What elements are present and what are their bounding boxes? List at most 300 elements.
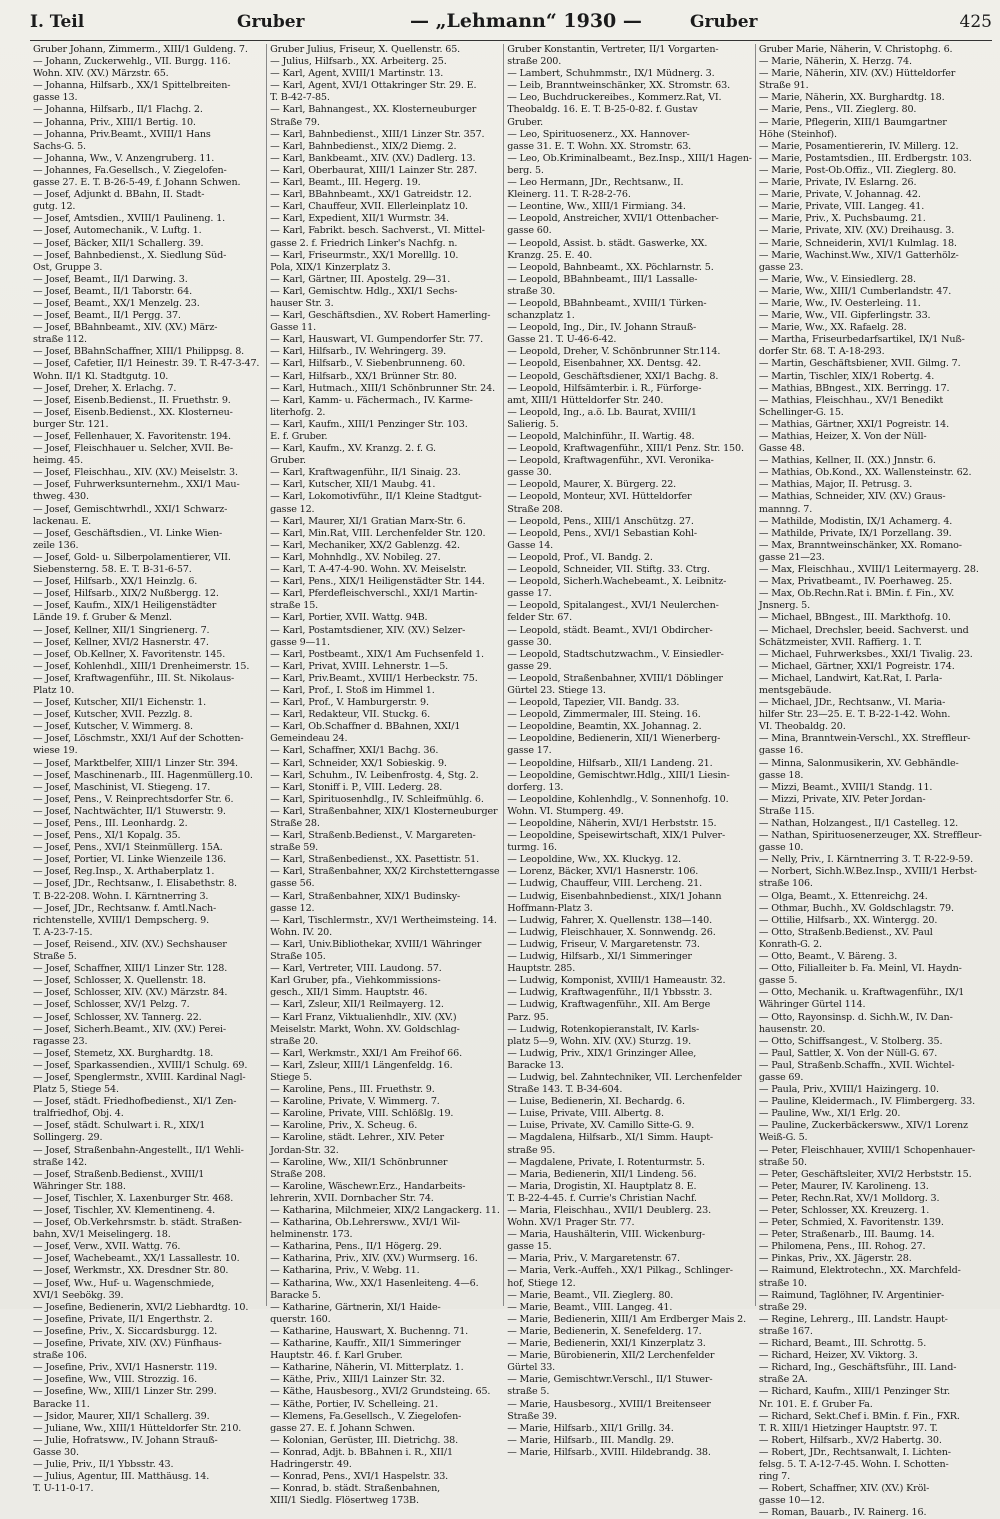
directory-entry: — Josef, Dreher, X. Erlachg. 7.: [33, 382, 177, 394]
directory-entry: Jnsnerg. 5.: [758, 600, 811, 612]
directory-entry: — Nathan, Spirituosenerzeuger, XX. Streffleur-: [758, 830, 982, 842]
column-3: [504, 44, 756, 1458]
directory-entry: — Josef, Geschäftsdien., VI. Linke Wien-: [33, 527, 223, 539]
directory-entry: hauser Str. 3.: [270, 297, 334, 309]
directory-entry: — Ludwig, Fleischhauer, X. Sonnwendg. 26.: [507, 926, 716, 938]
directory-entry: — Karoline, Priv., X. Scheug. 6.: [270, 1120, 418, 1132]
directory-entry: Ost, Gruppe 3.: [33, 261, 103, 273]
directory-entry: — Karl, Chauffeur, XVII. Ellerleinplatz 10.: [270, 201, 468, 213]
directory-entry: — Robert, JDr., Rechtsanwalt, I. Lichten-: [758, 1446, 951, 1458]
directory-entry: Gasse 48.: [758, 443, 805, 455]
page-header: [30, 8, 992, 38]
directory-entry: — Josef, Schlosser, XV. Tannerg. 22.: [33, 1011, 202, 1023]
directory-entry: straße 200.: [507, 56, 562, 68]
directory-entry: — Marie, Bedienerin, XXI/1 Kinzerplatz 3.: [507, 1338, 706, 1350]
directory-entry: XVI/1 Seebökg. 39.: [33, 1289, 124, 1301]
directory-entry: Gruber Julius, Friseur, X. Quellenstr. 65.: [270, 44, 461, 55]
directory-entry: heimg. 45.: [33, 455, 84, 467]
directory-entry: — Max, Fleischhau., XVIII/1 Leitermayerg. 28.: [758, 564, 979, 576]
directory-entry: — Paul, Sattler, X. Von der Nüll-G. 67.: [758, 1047, 938, 1059]
directory-entry: gasse 29.: [507, 660, 552, 672]
directory-entry: — Marie, Ww., XIII/1 Cumberlandstr. 47.: [758, 285, 952, 297]
directory-entry: — Leopold, Maurer, X. Bürgerg. 22.: [507, 479, 677, 491]
directory-entry: — Katharina, Priv., V. Webg. 11.: [270, 1265, 420, 1277]
directory-entry: turmg. 16.: [507, 842, 557, 854]
entry-columns: [30, 44, 992, 1519]
directory-entry: — Käthe, Portier, IV. Schelleing. 21.: [270, 1398, 439, 1410]
directory-entry: — Kolonian, Gerüster, III. Dietrichg. 38.: [270, 1434, 459, 1446]
directory-entry: — Josef, Schlosser, XIV. (XV.) Märzstr. 84.: [33, 987, 228, 999]
directory-entry: — Robert, Schaffner, XIV. (XV.) Kröl-: [758, 1483, 930, 1495]
directory-entry: — Maria, Drogistin, XI. Hauptplatz 8. E.: [507, 1180, 697, 1192]
directory-entry: straße 106.: [758, 878, 813, 890]
directory-entry: — Josef, Ob.Kellner, X. Favoritenstr. 145.: [33, 648, 226, 660]
directory-entry: — Marie, Beamt., VII. Zieglerg. 80.: [507, 1289, 674, 1301]
directory-entry: Platz 5, Stiege 54.: [33, 1084, 119, 1096]
directory-entry: — Karl, Friseurmstr., XX/1 Morelllg. 10.: [270, 249, 459, 261]
directory-entry: — Karl, Prof., V. Hamburgerstr. 9.: [270, 697, 429, 709]
directory-entry: Sollingerg. 29.: [33, 1132, 103, 1144]
directory-entry: — Katharine, Gärtnerin, XI/1 Haide-: [270, 1301, 441, 1313]
directory-entry: zeile 136.: [33, 539, 79, 551]
directory-entry: Salierig. 5.: [507, 418, 559, 430]
directory-entry: richtenstelle, XVIII/1 Dempscherg. 9.: [33, 914, 209, 926]
directory-entry: Jordan-Str. 32.: [270, 1144, 339, 1156]
directory-entry: — Karl, Straßenbahner, XIX/1 Budinsky-: [270, 890, 461, 902]
directory-entry: — Josef, Portier, VI. Linke Wienzeile 136.: [33, 854, 227, 866]
directory-entry: helminenstr. 173.: [270, 1229, 353, 1241]
directory-entry: — Karl, Kraftwagenführ., II/1 Sinaig. 23.: [270, 467, 461, 479]
directory-entry: — Josef, Kutscher, V. Wimmerg. 8.: [33, 721, 193, 733]
directory-entry: — Karl, Kaufm., XIII/1 Penzinger Str. 103.: [270, 418, 468, 430]
directory-entry: — Olga, Beamt., X. Ettenreichg. 24.: [758, 890, 928, 902]
directory-entry: Siebensterng. 58. E. T. B-31-6-57.: [33, 564, 192, 576]
directory-entry: — Karl, Straßenbedienst., XX. Pasettistr. 51.: [270, 854, 480, 866]
directory-entry: — Katharine, Kauffr., XII/1 Simmeringer: [270, 1338, 461, 1350]
directory-entry: — Marie, Private, VIII. Langeg. 41.: [758, 201, 925, 213]
directory-entry: — Josef, Spenglermstr., XVIII. Kardinal Nagl-: [33, 1071, 246, 1083]
directory-entry: — Karl, Kutscher, XII/1 Maubg. 41.: [270, 479, 436, 491]
directory-entry: — Leopold, Dreher, V. Schönbrunner Str.114.: [507, 346, 721, 358]
directory-entry: Hoffmann-Platz 3.: [507, 902, 593, 914]
directory-entry: — Luise, Private, XV. Camillo Sitte-G. 9.: [507, 1120, 695, 1132]
header-rule: [30, 40, 992, 41]
directory-entry: — Peter, Fleischhauer, XVIII/1 Schopenhauer-: [758, 1144, 976, 1156]
directory-entry: — Richard, Heizer, XV. Viktorg. 3.: [758, 1350, 918, 1362]
directory-entry: straße 10.: [758, 1277, 807, 1289]
directory-entry: — Max, Privatbeamt., IV. Poerhaweg. 25.: [758, 576, 952, 588]
directory-entry: — Marie, Hilfsarb., III. Mandlg. 29.: [507, 1434, 674, 1446]
directory-entry: — Josefine, Priv., XVI/1 Hasnerstr. 119.: [33, 1362, 218, 1374]
directory-entry: gasse 12.: [270, 503, 315, 515]
directory-entry: — Michael, JDr., Rechtsanw., VI. Maria-: [758, 697, 946, 709]
directory-entry: gasse 12.: [270, 902, 315, 914]
directory-entry: — Karl, Hilfsarb., IV. Wehringerg. 39.: [270, 346, 447, 358]
directory-entry: — Josef, Bahnbedienst., X. Siedlung Süd-: [33, 249, 227, 261]
column-4: [756, 44, 992, 1519]
directory-entry: — Marie, Ww., IV. Oesterleing. 11.: [758, 297, 921, 309]
directory-entry: wiese 19.: [33, 745, 78, 757]
directory-entry: — Peter, Straßenarb., III. Baumg. 14.: [758, 1229, 935, 1241]
directory-entry: — Juliane, Ww., XIII/1 Hütteldorfer Str. 210.: [33, 1422, 242, 1434]
directory-entry: — Katharina, Ww., XX/1 Hasenleiteng. 4—6.: [270, 1277, 479, 1289]
directory-entry: — Josef, Fellenhauer, X. Favoritenstr. 194.: [33, 431, 231, 442]
directory-entry: — Karl, Kamm- u. Fächermach., IV. Karme-: [270, 394, 473, 406]
directory-entry: — Karl, Ob.Schaffner d. BBahnen, XXI/1: [270, 721, 461, 733]
directory-entry: — Leopold, Straßenbahner, XVIII/1 Döblinger: [507, 672, 723, 684]
directory-entry: — Marie, Bedienerin, X. Senefelderg. 17.: [507, 1325, 702, 1337]
directory-entry: — Martin, Tischler, XIX/1 Robertg. 4.: [758, 370, 935, 382]
directory-entry: Straße 115.: [758, 805, 815, 817]
directory-entry: — Karl, Bahnbedienst., XIII/1 Linzer Str. 357.: [270, 128, 485, 140]
directory-entry: — Josefine, Ww., XIII/1 Linzer Str. 299.: [33, 1386, 217, 1398]
directory-entry: Gasse 14.: [507, 539, 554, 551]
directory-entry: Konrath-G. 2.: [758, 938, 822, 950]
directory-entry: Gruber Marie, Näherin, V. Christophg. 6.: [758, 44, 953, 55]
directory-entry: — Karl, Priv.Beamt., XVIII/1 Herbeckstr. 75.: [270, 672, 478, 684]
directory-entry: — Karl, Zsleur, XII/1 Reilmayerg. 12.: [270, 999, 444, 1011]
directory-entry: — Leopold, Spitalangest., XVI/1 Neulerchen-: [507, 600, 719, 612]
directory-entry: — Josef, Adjunkt d. BBahn, II. Stadt-: [33, 189, 205, 201]
directory-entry: — Josef, Nachtwächter, II/1 Stuwerstr. 9.: [33, 805, 226, 817]
directory-entry: — Käthe, Hausbesorg., XVI/2 Grundsteing. 65.: [270, 1386, 491, 1398]
directory-entry: — Josef, Kraftwagenführ., III. St. Nikolaus-: [33, 672, 235, 684]
directory-entry: — Marie, Ww., VII. Gipferlingstr. 33.: [758, 310, 931, 322]
directory-entry: ring 7.: [758, 1471, 791, 1483]
directory-entry: Baracke 13.: [507, 1059, 564, 1071]
directory-entry: — Leopold, Hilfsämterbir. i. R., Fürforge-: [507, 382, 702, 394]
directory-entry: — Leopold, Kraftwagenführ., XVI. Veronika-: [507, 455, 714, 467]
directory-entry: — Josef, Reisend., XIV. (XV.) Sechshauser: [33, 938, 227, 950]
directory-entry: — Otto, Schiffsangest., V. Stolberg. 35.: [758, 1035, 943, 1047]
directory-entry: — Josef, Wachebeamt., XX/1 Lassallestr. 10.: [33, 1253, 240, 1265]
directory-entry: Theobaldg. 16. E. T. B-25-0-82. f. Gustav: [507, 104, 698, 116]
directory-entry: — Marie, Posamentiererin, IV. Millerg. 12.: [758, 140, 959, 152]
directory-entry: — Mina, Branntwein-Verschl., XX. Streffleur-: [758, 733, 971, 745]
directory-entry: — Mathias, Heizer, X. Von der Nüll-: [758, 431, 927, 442]
directory-entry: — Karoline, Private, V. Wimmerg. 7.: [270, 1096, 440, 1108]
directory-entry: — Josef, Kutscher, XII/1 Eichenstr. 1.: [33, 697, 207, 709]
directory-entry: — Karl, Schaffner, XXI/1 Bachg. 36.: [270, 745, 439, 757]
directory-entry: Gruber.: [507, 116, 543, 128]
directory-entry: — Paula, Priv., XVIII/1 Haizingerg. 10.: [758, 1084, 939, 1096]
directory-entry: tralfriedhof, Obj. 4.: [33, 1108, 124, 1120]
directory-entry: — Josef, JDr., Rechtsanw., I. Elisabethstr. 8.: [33, 878, 237, 890]
directory-entry: straße 167.: [758, 1325, 813, 1337]
directory-entry: — Marie, Hausbesorg., XVIII/1 Breitenseer: [507, 1398, 711, 1410]
directory-entry: — Josef, Verw., XVII. Wattg. 76.: [33, 1241, 181, 1253]
directory-entry: — Julius, Agentur, III. Matthäusg. 14.: [33, 1471, 210, 1483]
directory-entry: — Michael, Fuhrwerksbes., XXI/1 Tivalig. 23.: [758, 648, 973, 660]
directory-entry: — Josefine, Private, II/1 Engerthstr. 2.: [33, 1313, 213, 1325]
directory-entry: Meiselstr. Markt, Wohn. XV. Goldschlag-: [270, 1023, 460, 1035]
directory-entry: Kleinerg. 11. T. R-28-2-76.: [507, 189, 631, 201]
directory-entry: — Karl, Pferdefleischverschl., XXI/1 Martin-: [270, 588, 478, 600]
directory-entry: Straße 28.: [270, 818, 320, 829]
directory-entry: — Mathias, Fleischhau., XV/1 Benedikt: [758, 394, 944, 406]
directory-entry: — Leo Hermann, JDr., Rechtsanw., II.: [507, 177, 684, 189]
directory-entry: — Josef, Beamt., XX/1 Menzelg. 23.: [33, 297, 200, 309]
directory-entry: — Marie, Private, IV. Eslarng. 26.: [758, 177, 917, 189]
directory-entry: gasse 17.: [507, 745, 552, 757]
directory-entry: — Karl, Bahnbedienst., XIX/2 Diemg. 2.: [270, 140, 457, 152]
directory-entry: — Karl, T. A-47-4-90. Wohn. XV. Meiselstr.: [270, 564, 467, 576]
directory-entry: T. B-22-4-45. f. Currie's Christian Nachf.: [507, 1192, 697, 1204]
directory-entry: straße 15.: [270, 600, 319, 612]
directory-entry: — Mathias, Schneider, XIV. (XV.) Graus-: [758, 491, 946, 503]
directory-entry: platz 5—9, Wohn. XIV. (XV.) Sturzg. 19.: [507, 1035, 691, 1047]
directory-entry: — Leopold, Ing., a.ö. Lb. Baurat, XVIII/1: [507, 406, 697, 418]
directory-entry: — Karl, Agent, XVI/1 Ottakringer Str. 29. E.: [270, 80, 477, 92]
directory-entry: T. B-22-208. Wohn. I. Kärntnerring 3.: [33, 890, 209, 902]
directory-entry: — Marie, Hilfsarb., XII/1 Grillg. 34.: [507, 1422, 674, 1434]
directory-entry: — Minna, Salonmusikerin, XV. Gebhändle-: [758, 757, 959, 769]
directory-entry: Baracke 5.: [270, 1289, 321, 1301]
directory-entry: — Leopoldine, Gemischtwr.Hdlg., XIII/1 Liesin-: [507, 769, 730, 781]
directory-entry: — Karl, Maurer, XI/1 Gratian Marx-Str. 6.: [270, 515, 466, 527]
directory-entry: — Josef, Straßenb.Bedienst., XVIII/1: [33, 1168, 205, 1180]
directory-entry: Wohn. IV. 20.: [270, 926, 332, 938]
directory-entry: gasse 23.: [758, 261, 804, 273]
directory-entry: — Josef, Stemetz, XX. Burghardtg. 18.: [33, 1047, 214, 1059]
directory-entry: straße 30.: [507, 285, 556, 297]
directory-entry: — Karl, Univ.Bibliothekar, XVIII/1 Währinger: [270, 938, 482, 950]
directory-entry: — Pauline, Zuckerbäckersww., XIV/1 Lorenz: [758, 1120, 968, 1132]
directory-entry: — Peter, Maurer, IV. Karolineng. 13.: [758, 1180, 929, 1192]
directory-entry: — Josef, Werkmstr., XX. Dresdner Str. 80.: [33, 1265, 229, 1277]
directory-entry: Straße 79.: [270, 116, 320, 128]
directory-entry: — Josef, Maschinenarb., III. Hagenmüllerg.10.: [33, 769, 253, 781]
directory-entry: — Ludwig, Rotenkopieranstalt, IV. Karls-: [507, 1023, 700, 1035]
directory-entry: — Max, Ob.Rechn.Rat i. BMin. f. Fin., XV.: [758, 588, 955, 600]
directory-entry: — Karl, Schneider, XX/1 Sobieskig. 9.: [270, 757, 447, 769]
directory-entry: — Karl, Privat, XVIII. Lehnerstr. 1—5.: [270, 660, 449, 672]
directory-entry: — Karl, Vertreter, VIII. Laudong. 57.: [270, 963, 442, 975]
directory-entry: — Karoline, Wäschewr.Erz., Handarbeits-: [270, 1180, 466, 1192]
directory-entry: — Josef, städt. Schulwart i. R., XIX/1: [33, 1120, 206, 1132]
directory-entry: bahn, XV/1 Meiselingerg. 18.: [33, 1229, 171, 1241]
directory-entry: T. A-23-7-15.: [33, 926, 93, 938]
directory-entry: Gruber Johann, Zimmerm., XIII/1 Guldeng. 7.: [33, 44, 248, 55]
directory-entry: — Josef, Bäcker, XII/1 Schallerg. 39.: [33, 237, 204, 249]
directory-entry: Wohn. VI. Stumperg. 49.: [507, 805, 624, 817]
directory-entry: Stiege 5.: [270, 1071, 312, 1083]
directory-entry: — Maria, Priv., V. Margaretenstr. 67.: [507, 1253, 680, 1265]
directory-entry: Gemeindeau 24.: [270, 733, 348, 745]
directory-entry: — Karl, Pens., XIX/1 Heiligenstädter Str. 144.: [270, 576, 485, 588]
directory-entry: — Karl, Beamt., III. Hegerg. 19.: [270, 177, 421, 189]
part-label: I. Teil: [30, 12, 85, 32]
directory-entry: — Josef, Pens., XI/1 Kopalg. 35.: [33, 830, 181, 842]
directory-entry: — Luise, Bedienerin, XI. Bechardg. 6.: [507, 1096, 685, 1108]
directory-entry: gesch., XII/1 Simm. Hauptstr. 46.: [270, 987, 428, 999]
directory-entry: straße 50.: [758, 1156, 807, 1168]
directory-entry: — Martin, Geschäftsbiener, XVII. Gilmg. 7.: [758, 358, 961, 370]
directory-entry: — Josef, Eisenb.Bedienst., II. Fruethstr. 9.: [33, 394, 231, 406]
directory-entry: — Karl, Expedient, XII/1 Wurmstr. 34.: [270, 213, 449, 225]
directory-entry: — Karl, Hauswart, VI. Gumpendorfer Str. 77.: [270, 334, 484, 346]
directory-entry: — Lorenz, Bäcker, XVI/1 Hasnerstr. 106.: [507, 866, 699, 878]
directory-entry: — Leopoldine, Kohlenhdlg., V. Sonnenhofg. 10.: [507, 793, 729, 805]
directory-entry: — Leopold, Pens., XVI/1 Sebastian Kohl-: [507, 527, 698, 539]
directory-entry: — Josef, BBahnbeamt., XIV. (XV.) März-: [33, 322, 218, 334]
directory-entry: — Nathan, Holzangest., II/1 Castelleg. 12.: [758, 818, 959, 829]
directory-entry: — Katharina, Priv., XIV. (XV.) Wurmserg. 16.: [270, 1253, 478, 1265]
directory-entry: gasse 21—23.: [758, 551, 825, 563]
directory-entry: — Josef, Kellner, XII/1 Singrienerg. 7.: [33, 624, 210, 636]
directory-entry: — Leopoldine, Beamtin, XX. Johannag. 2.: [507, 721, 702, 733]
directory-entry: — Leo, Spirituosenerz., XX. Hannover-: [507, 128, 690, 140]
directory-entry: VI. Theobaldg. 20.: [758, 721, 846, 733]
directory-entry: — Leopold, Anstreicher, XVII/1 Ottenbacher-: [507, 213, 719, 225]
directory-entry: — Johannes, Fa.Gesellsch., V. Ziegelofen-: [33, 164, 227, 176]
directory-entry: — Josef, städt. Friedhofbedienst., XI/1 Zen-: [33, 1096, 237, 1108]
directory-entry: — Josef, Beamt., II/1 Darwing. 3.: [33, 273, 188, 285]
directory-entry: — Mathias, Kellner, II. (XX.) Jnnstr. 6.: [758, 455, 936, 467]
directory-entry: — Maria, Haushälterin, VIII. Wickenburg-: [507, 1229, 705, 1241]
directory-entry: gasse 30.: [507, 636, 552, 648]
directory-entry: — Katharine, Hauswart, X. Buchenng. 71.: [270, 1325, 469, 1337]
directory-entry: — Leopoldine, Bedienerin, XII/1 Wienerberg-: [507, 733, 721, 745]
directory-entry: Nr. 101. E. f. Gruber Fa.: [758, 1398, 873, 1410]
directory-entry: gasse 13.: [33, 92, 78, 104]
directory-entry: — Karl, Min.Rat, VIII. Lerchenfelder Str. 120.: [270, 527, 486, 539]
directory-entry: — Josefine, Bedienerin, XVI/2 Liebhardtg. 10.: [33, 1301, 249, 1313]
directory-entry: — Leopold, Sicherh.Wachebeamt., X. Leibnitz-: [507, 576, 727, 588]
directory-entry: dorfer Str. 68. T. A-18-293.: [758, 346, 885, 358]
directory-entry: — Richard, Beamt., III. Schrottg. 5.: [758, 1338, 927, 1350]
directory-entry: — Marie, Bedienerin, XIII/1 Am Erdberger Mais 2.: [507, 1313, 747, 1325]
directory-entry: gasse 27. E. f. Johann Schwen.: [270, 1422, 415, 1434]
directory-entry: Pola, XIX/1 Kinzerplatz 3.: [270, 261, 391, 273]
directory-entry: — Josef, Cafetier, II/1 Heinestr. 39. T. R-47-3-47.: [33, 358, 260, 370]
directory-entry: — Karl, Zsleur, XIII/1 Längenfeldg. 16.: [270, 1059, 453, 1071]
directory-entry: — Josef, Ob.Verkehrsmstr. b. städt. Straßen-: [33, 1217, 242, 1229]
directory-entry: — Leo, Buchdruckereibes., Kommerz.Rat, VI.: [507, 92, 722, 104]
directory-entry: — Karl, Agent, XVIII/1 Martinstr. 13.: [270, 68, 444, 80]
directory-entry: — Josef, Schlosser, XV/1 Pelzg. 7.: [33, 999, 190, 1011]
directory-entry: amt, XIII/1 Hütteldorfer Str. 240.: [507, 394, 664, 406]
directory-entry: Gruber.: [270, 455, 306, 467]
directory-entry: — Leopold, Pens., XIII/1 Anschützg. 27.: [507, 515, 694, 527]
directory-entry: — Leopoldine, Ww., XX. Kluckyg. 12.: [507, 854, 681, 866]
directory-entry: — Marie, Gemischtwr.Verschl., II/1 Stuwer-: [507, 1374, 713, 1386]
directory-entry: — Leopold, Geschäftsdiener, XXI/1 Bachg. 8.: [507, 370, 719, 382]
directory-entry: gasse 10—12.: [758, 1495, 825, 1507]
directory-entry: — Jsidor, Maurer, XII/1 Schallerg. 39.: [33, 1410, 210, 1422]
directory-entry: Hauptstr. 46. f. Karl Gruber.: [270, 1350, 403, 1362]
directory-entry: — Peter, Geschäftsleiter, XVI/2 Herbststr. 15.: [758, 1168, 972, 1180]
directory-entry: — Ludwig, Friseur, V. Margaretenstr. 73.: [507, 938, 700, 950]
directory-entry: — Otto, Beamt., V. Bäreng. 3.: [758, 951, 898, 963]
directory-entry: — Karl, Fabrikt. besch. Sachverst., VI. Mittel-: [270, 225, 485, 237]
directory-entry: XIII/1 Siedlg. Flösertweg 173B.: [270, 1495, 419, 1507]
directory-entry: Parz. 95.: [507, 1011, 549, 1023]
directory-entry: — Leopold, Monteur, XVI. Hütteldorfer: [507, 491, 692, 503]
directory-entry: Karl Gruber, pfa., Viehkommissions-: [270, 975, 441, 987]
directory-entry: — Johanna, Ww., V. Anzengruberg. 11.: [33, 152, 215, 164]
directory-entry: — Josef, Löschmstr., XXI/1 Auf der Schotten-: [33, 733, 244, 745]
directory-entry: — Karl, Stoniff i. P., VIII. Lederg. 28.: [270, 781, 443, 793]
directory-entry: — Johanna, Hilfsarb., XX/1 Spittelbreiten-: [33, 80, 231, 92]
directory-entry: Gasse 21. T. U-46-6-42.: [507, 334, 617, 346]
directory-entry: — Michael, BBngest., III. Markthofg. 10.: [758, 612, 951, 624]
directory-entry: gasse 18.: [758, 769, 804, 781]
directory-entry: — Peter, Rechn.Rat, XV/1 Molldorg. 3.: [758, 1192, 940, 1204]
directory-entry: — Karl, Redakteur, VII. Stuckg. 6.: [270, 709, 431, 721]
directory-entry: — Josef, Kohlenhdl., XIII/1 Drenheimerstr. 15.: [33, 660, 250, 672]
directory-entry: gasse 2. f. Friedrich Linker's Nachfg. n.: [270, 237, 458, 249]
directory-entry: — Josef, BBahnSchaffner, XIII/1 Philippsg. 8.: [33, 346, 245, 358]
directory-entry: — Josef, Gemischtwrhdl., XXI/1 Schwarz-: [33, 503, 228, 515]
directory-entry: — Josef, Kaufm., XIX/1 Heiligenstädter: [33, 600, 217, 612]
running-head-right: Gruber: [690, 12, 758, 32]
directory-entry: Lände 19. f. Gruber & Menzl.: [33, 612, 172, 624]
directory-entry: — Peter, Schmied, X. Favoritenstr. 139.: [758, 1217, 944, 1229]
directory-entry: Weiß-G. 5.: [758, 1132, 808, 1144]
directory-entry: — Pauline, Ww., XI/1 Erlg. 20.: [758, 1108, 901, 1120]
directory-entry: Schätzmeister, XVII. Raffierg. 1. T.: [758, 636, 922, 648]
directory-entry: gasse 15.: [507, 1241, 552, 1253]
directory-entry: — Karl, Postbeamt., XIX/1 Am Fuchsenfeld 1.: [270, 648, 484, 660]
directory-entry: Kranzg. 25. E. 40.: [507, 249, 593, 261]
directory-entry: straße 142.: [33, 1156, 87, 1168]
directory-entry: thweg. 430.: [33, 491, 89, 503]
directory-entry: — Marie, Ww., XX. Rafaelg. 28.: [758, 322, 907, 334]
directory-entry: — Max, Branntweinschänker, XX. Romano-: [758, 539, 962, 551]
directory-entry: Wohn. II/1 Kl. Stadtgutg. 10.: [33, 370, 169, 382]
directory-entry: — Marie, Post-Ob.Offiz., VII. Zieglerg. 80.: [758, 164, 957, 176]
directory-entry: burger Str. 121.: [33, 418, 109, 430]
directory-entry: — Josef, Kutscher, XVII. Pezzlg. 8.: [33, 709, 193, 721]
directory-entry: — Michael, Drechsler, beeid. Sachverst. und: [758, 624, 969, 636]
directory-entry: — Ludwig, Hilfsarb., XI/1 Simmeringer: [507, 951, 692, 963]
directory-entry: — Leopold, Assist. b. städt. Gaswerke, XX.: [507, 237, 708, 249]
directory-entry: — Marie, Ww., V. Einsiedlerg. 28.: [758, 273, 916, 285]
directory-entry: — Karoline, Pens., III. Fruethstr. 9.: [270, 1084, 435, 1096]
directory-entry: — Ludwig, Kraftwagenführ., II/1 Ybbsstr. 3.: [507, 987, 713, 999]
directory-entry: — Josef, Amtsdien., XVIII/1 Paulineng. 1.: [33, 213, 226, 225]
directory-entry: — Karl, Straßenb.Bedienst., V. Margareten-: [270, 830, 476, 842]
directory-entry: — Josefine, Ww., VIII. Strozzig. 16.: [33, 1374, 197, 1386]
directory-entry: — Leopold, Bahnbeamt., XX. Pöchlarnstr. 5.: [507, 261, 714, 273]
directory-entry: — Roman, Bauarb., IV. Rainerg. 16.: [758, 1507, 927, 1519]
directory-entry: — Josef, Sparkassendien., XVIII/1 Schulg. 69.: [33, 1059, 248, 1071]
directory-entry: — Mathilde, Modistin, IX/1 Achamerg. 4.: [758, 515, 953, 527]
directory-entry: — Leopold, Malchinführ., II. Wartig. 48.: [507, 431, 695, 442]
directory-entry: Baracke 11.: [33, 1398, 90, 1410]
directory-entry: Straße 105.: [270, 951, 326, 963]
directory-entry: — Katharina, Pens., II/1 Högerg. 29.: [270, 1241, 442, 1253]
directory-entry: lackenau. E.: [33, 515, 92, 527]
directory-entry: gasse 10.: [758, 842, 804, 854]
directory-entry: Gruber Konstantin, Vertreter, II/1 Vorgarten-: [507, 44, 719, 55]
directory-entry: — Leopold, BBahnbeamt., XVIII/1 Türken-: [507, 297, 707, 309]
column-1: [30, 44, 267, 1495]
directory-entry: — Raimund, Elektrotechn., XX. Marchfeld-: [758, 1265, 961, 1277]
directory-entry: — Magdalena, Hilfsarb., XI/1 Simm. Haupt-: [507, 1132, 714, 1144]
directory-entry: — Otto, Filialleiter b. Fa. Meinl, VI. Haydn-: [758, 963, 962, 975]
directory-entry: straße 59.: [270, 842, 319, 854]
directory-entry: — Martha, Friseurbedarfsartikel, IX/1 Nuß-: [758, 334, 965, 346]
directory-entry: — Leopoldine, Speisewirtschaft, XIX/1 Pulver-: [507, 830, 726, 842]
directory-entry: — Otto, Rayonsinsp. d. Sichh.W., IV. Dan-: [758, 1011, 953, 1023]
directory-entry: gasse 5.: [758, 975, 798, 987]
directory-entry: gutg. 12.: [33, 201, 76, 213]
directory-entry: — Marie, Pflegerin, XIII/1 Baumgartner: [758, 116, 947, 128]
directory-entry: — Josefine, Private, XIV. (XV.) Fünfhaus-: [33, 1338, 222, 1350]
directory-entry: straße 29.: [758, 1301, 807, 1313]
